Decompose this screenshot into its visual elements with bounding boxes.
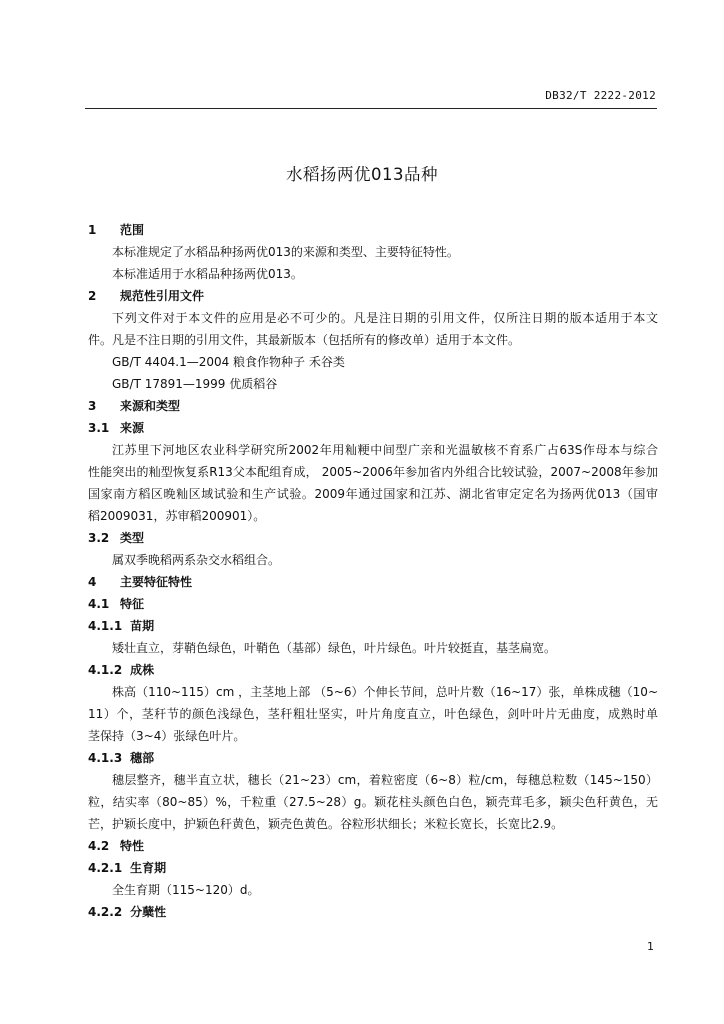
paragraph-line: 全生育期（115~120）d。 [112,883,260,897]
section-title: 特性 [120,839,145,853]
paragraph-line: 株高（110~115）cm ，主茎地上部 （5~6）个伸长节间，总叶片数（16~17）张，单株成穗（10~ [112,685,658,699]
paragraph-line: 粒，结实率（80~85）%，千粒重（27.5~28）g。颖花柱头颜色白色，颖壳茸毛多，颖尖色秆黄色，无 [88,795,658,809]
paragraph-line: 属双季晚稻两系杂交水稻组合。 [112,553,281,567]
paragraph-line: 江苏里下河地区农业科学研究所2002年用籼粳中间型广亲和光温敏核不育系广占63S作母本与综合 [112,443,658,457]
paragraph-line: 国家南方稻区晚籼区域试验和生产试验。2009年通过国家和江苏、湖北省审定定名为扬两优013（国审 [88,487,658,501]
paragraph-line: 本标准规定了水稻品种扬两优013的来源和类型、主要特征特性。 [112,245,459,259]
section-number: 4.2 [88,839,110,853]
section-heading-3-2 [88,529,658,547]
section-heading-3 [88,397,658,415]
section-title: 规范性引用文件 [120,289,205,303]
section-number: 4.1 [88,597,110,611]
standard-code: DB32/T 2222-2012 [545,89,656,102]
section-title: 类型 [120,531,145,545]
paragraph-line: 本标准适用于水稻品种扬两优013。 [112,267,303,281]
paragraph-line: 穗层整齐，穗半直立状，穗长（21~23）cm，着粒密度（6~8）粒/cm，每穗总粒数（145~150） [112,773,658,787]
section-heading-4-2-1 [88,859,658,877]
paragraph-line: 性能突出的籼型恢复系R13父本配组育成， 2005~2006年参加省内外组合比较试验，2007~2008年参加 [88,465,658,479]
reference-item: GB/T 4404.1—2004 粮食作物种子 禾谷类 [112,355,345,369]
section-heading-4-2 [88,837,658,855]
paragraph-line: 11）个，茎秆节的颜色浅绿色，茎秆粗壮坚实，叶片角度直立，叶色绿色，剑叶叶片无曲度，成熟时单 [88,707,658,721]
section-number: 2 [88,289,97,303]
paragraph-line: 件。凡是不注日期的引用文件，其最新版本（包括所有的修改单）适用于本文件。 [88,333,521,347]
section-heading-1 [88,221,658,239]
section-number: 4 [88,575,97,589]
reference-item: GB/T 17891—1999 优质稻谷 [112,377,278,391]
section-number: 3.2 [88,531,110,545]
page-number: 1 [647,940,654,953]
document-title: 水稻扬两优013品种 [286,165,438,184]
section-title: 分蘖性 [130,905,167,919]
section-title: 特征 [120,597,145,611]
paragraph-line: 稻2009031，苏审稻200901）。 [88,509,266,523]
section-heading-4 [88,573,658,591]
section-title: 来源 [120,421,145,435]
section-number: 3.1 [88,421,110,435]
paragraph-line: 茎保持（3~4）张绿色叶片。 [88,729,246,743]
paragraph-line: 芒，护颖长度中，护颖色秆黄色，颖壳色黄色。谷粒形状细长；米粒长宽长，长宽比2.9。 [88,817,564,831]
paragraph-line: 矮壮直立，芽鞘色绿色，叶鞘色（基部）绿色，叶片绿色。叶片较挺直，基茎扁宽。 [112,641,557,655]
section-number: 4.1.3 [88,751,123,765]
section-number: 4.2.1 [88,861,123,875]
section-heading-2 [88,287,658,305]
section-heading-4-1 [88,595,658,613]
section-title: 穗部 [130,751,155,765]
section-title: 来源和类型 [120,399,181,413]
section-number: 3 [88,399,97,413]
section-number: 4.1.1 [88,619,123,633]
section-number: 4.1.2 [88,663,123,677]
section-heading-4-1-3 [88,749,658,767]
section-title: 成株 [130,663,155,677]
section-number: 4.2.2 [88,905,123,919]
section-title: 范围 [120,223,145,237]
section-title: 主要特征特性 [120,575,193,589]
section-heading-4-1-1 [88,617,658,635]
section-title: 生育期 [130,861,167,875]
section-heading-4-1-2 [88,661,658,679]
section-heading-4-2-2 [88,903,658,921]
section-number: 1 [88,223,97,237]
section-title: 苗期 [130,619,155,633]
section-heading-3-1 [88,419,658,437]
paragraph-line: 下列文件对于本文件的应用是必不可少的。凡是注日期的引用文件，仅所注日期的版本适用于本文 [112,311,658,325]
